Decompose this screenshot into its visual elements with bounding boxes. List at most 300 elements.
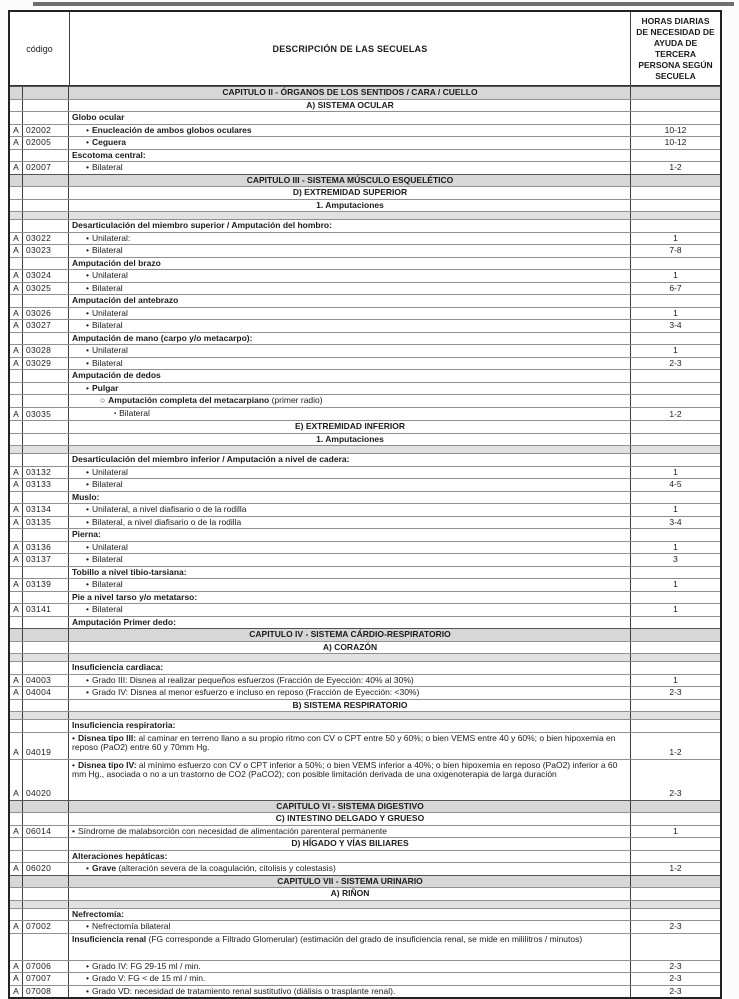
code-number-cell: [23, 813, 69, 825]
description-cell: [69, 492, 631, 504]
code-number-cell: 07007: [23, 973, 69, 985]
description-cell: [69, 150, 631, 162]
description-text: • Unilateral: [86, 541, 128, 552]
code-number-cell: 03141: [23, 604, 69, 616]
code-number-cell: [23, 700, 69, 712]
hours-cell: 2-3: [669, 960, 682, 971]
code-number-cell: 02007: [23, 162, 69, 174]
hours-cell: [631, 187, 720, 199]
table-body: [10, 86, 720, 997]
table-header-row: [10, 12, 720, 86]
data-row: [10, 111, 720, 124]
data-row: [10, 307, 720, 320]
description-text: • Bilateral: [86, 604, 123, 614]
code-letter-cell: [10, 150, 23, 162]
data-row: [10, 825, 720, 838]
code-number-cell: [23, 712, 69, 719]
description-text: Insuficiencia respiratoria:: [72, 720, 176, 730]
description-cell: A) RIÑON: [69, 888, 631, 900]
chapter-row: [10, 628, 720, 641]
section-row: [10, 837, 720, 850]
bullet-dot-icon: •: [86, 479, 89, 489]
data-row: [10, 161, 720, 174]
code-number-cell: [23, 112, 69, 124]
code-number-cell: 03023: [23, 245, 69, 257]
code-letter-cell: [10, 700, 23, 712]
bullet-dot-icon: •: [86, 232, 89, 243]
bullet-dot-icon: •: [86, 282, 89, 293]
spacer-row: [10, 711, 720, 719]
bullet-dot-icon: •: [86, 137, 89, 147]
code-letter-cell: [10, 712, 23, 719]
code-letter-cell: [10, 454, 23, 466]
code-letter-cell: [10, 187, 23, 199]
hours-cell: 10-12: [664, 137, 687, 147]
code-letter-cell: A: [10, 687, 23, 699]
code-letter-cell: A: [10, 233, 23, 245]
hours-cell: [631, 642, 720, 654]
bullet-dot-icon: •: [72, 825, 75, 836]
hours-cell: [631, 876, 720, 888]
code-letter-cell: [10, 333, 23, 345]
description-text: Pie a nivel tarso y/o metatarso:: [72, 591, 198, 602]
description-text: ▪ Bilateral: [114, 407, 150, 418]
bullet-dot-icon: •: [86, 357, 89, 368]
description-text: Desarticulación del miembro inferior / Amputación a nivel de cadera:: [72, 454, 350, 464]
data-row: [10, 269, 720, 282]
code-number-cell: 03134: [23, 504, 69, 516]
code-letter-cell: A: [10, 283, 23, 295]
description-cell: [69, 760, 631, 800]
data-row: [10, 407, 720, 421]
hours-cell: [631, 492, 720, 504]
description-cell: [69, 467, 631, 479]
code-number-cell: [23, 187, 69, 199]
section-row: [10, 99, 720, 112]
hours-cell: [631, 200, 720, 212]
data-row: [10, 759, 720, 800]
description-cell: [69, 137, 631, 149]
description-cell: [69, 901, 631, 908]
description-cell: [69, 733, 631, 759]
description-cell: [69, 504, 631, 516]
code-letter-cell: A: [10, 554, 23, 566]
data-row: [10, 294, 720, 307]
description-text: Insuficiencia cardiaca:: [72, 662, 164, 672]
code-number-cell: [23, 100, 69, 112]
description-cell: [69, 654, 631, 661]
description-cell: [69, 712, 631, 719]
data-row: [10, 528, 720, 541]
code-letter-cell: A: [10, 517, 23, 529]
code-letter-cell: [10, 901, 23, 908]
code-number-cell: [23, 87, 69, 99]
section-row: [10, 420, 720, 433]
description-text: • Bilateral: [86, 479, 123, 489]
description-cell: [69, 675, 631, 687]
data-row: [10, 985, 720, 998]
data-row: [10, 591, 720, 604]
bullet-dot-icon: •: [86, 382, 89, 393]
code-number-cell: [23, 838, 69, 850]
code-number-cell: [23, 901, 69, 908]
code-number-cell: 03136: [23, 542, 69, 554]
data-row: [10, 466, 720, 479]
code-number-cell: [23, 654, 69, 661]
hours-cell: [631, 370, 720, 382]
code-letter-cell: A: [10, 579, 23, 591]
bullet-circle-icon: ○: [100, 395, 106, 405]
bullet-dot-icon: •: [86, 320, 89, 330]
hours-cell: [631, 700, 720, 712]
description-cell: [69, 245, 631, 257]
code-number-cell: [23, 175, 69, 187]
description-cell: [69, 567, 631, 579]
code-letter-cell: A: [10, 504, 23, 516]
description-text: Tobillo a nivel tibio-tarsiana:: [72, 566, 187, 577]
description-cell: [69, 592, 631, 604]
code-column-header: código: [10, 12, 70, 85]
description-text: Desarticulación del miembro superior / Amputación del hombro:: [72, 220, 332, 230]
bullet-dot-icon: •: [86, 604, 89, 614]
description-cell: [69, 529, 631, 541]
code-number-cell: 03139: [23, 579, 69, 591]
code-letter-cell: [10, 220, 23, 232]
bullet-dot-icon: •: [86, 504, 89, 514]
code-letter-cell: A: [10, 973, 23, 985]
hours-cell: 2-3: [669, 921, 682, 931]
hours-cell: 3-4: [669, 516, 682, 527]
code-letter-cell: [10, 258, 23, 270]
description-text: • Bilateral: [86, 245, 123, 255]
description-cell: [69, 233, 631, 245]
description-text: • Grave (alteración severa de la coagulación, citolisis y colestasis): [86, 863, 336, 873]
description-cell: [69, 333, 631, 345]
description-cell: [69, 295, 631, 307]
code-number-cell: 07002: [23, 921, 69, 933]
hours-cell: 1: [673, 466, 678, 477]
hours-cell: [631, 662, 720, 674]
hours-cell: [631, 801, 720, 813]
data-row: [10, 232, 720, 245]
code-number-cell: [23, 421, 69, 433]
bullet-square-icon: ▪: [114, 410, 117, 417]
bullet-dot-icon: •: [86, 863, 89, 873]
code-letter-cell: [10, 654, 23, 661]
description-cell: 1. Amputaciones: [69, 200, 631, 212]
description-cell: [69, 345, 631, 357]
code-letter-cell: [10, 100, 23, 112]
code-letter-cell: A: [10, 863, 23, 875]
data-row: [10, 686, 720, 699]
hours-cell: 3: [673, 554, 678, 564]
data-row: [10, 453, 720, 466]
bullet-dot-icon: •: [86, 124, 89, 135]
data-row: [10, 244, 720, 257]
code-number-cell: 03137: [23, 554, 69, 566]
data-row: [10, 149, 720, 162]
description-cell: [69, 961, 631, 973]
data-row: [10, 124, 720, 137]
bullet-dot-icon: •: [86, 270, 89, 280]
hours-cell: 2-3: [669, 687, 682, 697]
data-row: [10, 344, 720, 357]
code-number-cell: [23, 934, 69, 960]
code-number-cell: [23, 150, 69, 162]
description-cell: [69, 212, 631, 219]
description-cell: CAPITULO II - ÓRGANOS DE LOS SENTIDOS / CARA / CUELLO: [69, 87, 631, 99]
spacer-row: [10, 211, 720, 219]
page-top-scan-line: [33, 2, 734, 6]
hours-cell: 1: [673, 541, 678, 552]
secuelas-table: [8, 10, 722, 999]
code-number-cell: [23, 642, 69, 654]
description-cell: [69, 826, 631, 838]
code-letter-cell: A: [10, 479, 23, 491]
data-row: [10, 394, 720, 407]
code-number-cell: [23, 395, 69, 407]
hours-cell: [631, 629, 720, 641]
code-letter-cell: [10, 529, 23, 541]
code-number-cell: 04020: [23, 760, 69, 800]
code-letter-cell: [10, 200, 23, 212]
hours-cell: 7-8: [669, 245, 682, 255]
hours-cell: [631, 434, 720, 446]
description-text: Globo ocular: [72, 112, 125, 122]
description-cell: [69, 283, 631, 295]
hours-cell: [631, 175, 720, 187]
description-cell: [69, 408, 631, 421]
data-row: [10, 908, 720, 921]
data-row: [10, 319, 720, 332]
data-row: [10, 136, 720, 149]
hours-cell: [631, 851, 720, 863]
description-cell: [69, 454, 631, 466]
description-text: Amputación del brazo: [72, 257, 161, 268]
code-number-cell: [23, 617, 69, 629]
hours-cell: 1-2: [669, 747, 682, 757]
description-cell: [69, 662, 631, 674]
description-text: Amputación de dedos: [72, 370, 161, 380]
description-cell: [69, 554, 631, 566]
hours-cell: [631, 888, 720, 900]
data-row: [10, 972, 720, 985]
code-letter-cell: [10, 446, 23, 453]
code-number-cell: [23, 454, 69, 466]
description-cell: CAPITULO VI - SISTEMA DIGESTIVO: [69, 801, 631, 813]
hours-cell: 1: [673, 604, 678, 614]
data-row: [10, 282, 720, 295]
description-cell: [69, 358, 631, 370]
hours-cell: 1: [673, 345, 678, 355]
data-row: [10, 674, 720, 687]
code-letter-cell: A: [10, 733, 23, 759]
code-letter-cell: [10, 838, 23, 850]
code-letter-cell: A: [10, 760, 23, 800]
description-cell: [69, 112, 631, 124]
hours-cell: 1-2: [669, 162, 682, 172]
code-number-cell: 03132: [23, 467, 69, 479]
description-cell: [69, 446, 631, 453]
data-row: [10, 478, 720, 491]
hours-cell: [631, 395, 720, 407]
description-text: • Unilateral: [86, 466, 128, 477]
data-row: [10, 503, 720, 516]
description-cell: [69, 909, 631, 921]
description-cell: [69, 162, 631, 174]
description-cell: D) HÍGADO Y VÍAS BILIARES: [69, 838, 631, 850]
description-cell: [69, 604, 631, 616]
hours-cell: [631, 446, 720, 453]
description-text: Amputación de mano (carpo y/o metacarpo):: [72, 332, 253, 343]
description-cell: B) SISTEMA RESPIRATORIO: [69, 700, 631, 712]
description-cell: A) CORAZÓN: [69, 642, 631, 654]
hours-cell: 3-4: [669, 320, 682, 330]
code-number-cell: [23, 629, 69, 641]
section-row: [10, 699, 720, 712]
description-cell: [69, 370, 631, 382]
code-number-cell: [23, 567, 69, 579]
code-letter-cell: [10, 295, 23, 307]
hours-cell: [631, 150, 720, 162]
code-letter-cell: [10, 421, 23, 433]
code-number-cell: 03025: [23, 283, 69, 295]
description-cell: A) SISTEMA OCULAR: [69, 100, 631, 112]
hours-cell: [631, 813, 720, 825]
description-cell: [69, 720, 631, 732]
code-letter-cell: A: [10, 542, 23, 554]
section-row: [10, 887, 720, 900]
description-text: • Unilateral: [86, 270, 128, 280]
hours-cell: [631, 100, 720, 112]
description-cell: CAPITULO VII - SISTEMA URINARIO: [69, 876, 631, 888]
hours-cell: 2-3: [669, 357, 682, 368]
code-letter-cell: [10, 395, 23, 407]
description-cell: E) EXTREMIDAD INFERIOR: [69, 421, 631, 433]
hours-cell: [631, 220, 720, 232]
code-number-cell: 03027: [23, 320, 69, 332]
code-letter-cell: [10, 720, 23, 732]
code-number-cell: [23, 333, 69, 345]
hours-cell: 1-2: [669, 408, 682, 419]
description-text: • Unilateral:: [86, 232, 131, 243]
code-letter-cell: [10, 370, 23, 382]
code-letter-cell: A: [10, 408, 23, 421]
description-text: • Unilateral: [86, 307, 128, 318]
code-letter-cell: A: [10, 358, 23, 370]
code-number-cell: [23, 200, 69, 212]
data-row: [10, 862, 720, 875]
description-cell: [69, 308, 631, 320]
data-row: [10, 616, 720, 629]
code-letter-cell: A: [10, 270, 23, 282]
description-cell: [69, 934, 631, 960]
code-number-cell: [23, 851, 69, 863]
hours-cell: [631, 295, 720, 307]
code-letter-cell: [10, 642, 23, 654]
description-cell: [69, 270, 631, 282]
description-text: • Unilateral: [86, 345, 128, 355]
hours-cell: [631, 592, 720, 604]
bullet-dot-icon: •: [86, 245, 89, 255]
data-row: [10, 516, 720, 529]
hours-cell: [631, 712, 720, 719]
data-row: [10, 661, 720, 674]
code-letter-cell: A: [10, 125, 23, 137]
code-letter-cell: [10, 813, 23, 825]
description-text: • Unilateral, a nivel diafisario o de la rodilla: [86, 504, 247, 514]
code-number-cell: 04019: [23, 733, 69, 759]
hours-cell: [631, 87, 720, 99]
data-row: [10, 541, 720, 554]
code-letter-cell: [10, 567, 23, 579]
code-number-cell: 07008: [23, 986, 69, 998]
code-letter-cell: [10, 87, 23, 99]
code-number-cell: [23, 876, 69, 888]
description-text: Amputación Primer dedo:: [72, 616, 176, 627]
description-text: • Bilateral: [86, 357, 123, 368]
bullet-dot-icon: •: [86, 345, 89, 355]
bullet-dot-icon: •: [86, 921, 89, 931]
code-number-cell: 03026: [23, 308, 69, 320]
data-row: [10, 920, 720, 933]
hours-cell: 1: [673, 504, 678, 514]
hours-cell: [631, 421, 720, 433]
description-text: • Bilateral: [86, 579, 123, 589]
code-number-cell: [23, 258, 69, 270]
description-cell: [69, 395, 631, 407]
hours-cell: 6-7: [669, 282, 682, 293]
description-cell: [69, 258, 631, 270]
code-number-cell: [23, 220, 69, 232]
code-number-cell: [23, 909, 69, 921]
code-number-cell: 06020: [23, 863, 69, 875]
data-row: [10, 719, 720, 732]
description-cell: [69, 986, 631, 998]
bullet-dot-icon: •: [86, 466, 89, 477]
description-text: • Ceguera: [86, 137, 126, 147]
description-text: Muslo:: [72, 491, 100, 502]
code-number-cell: [23, 446, 69, 453]
hours-cell: 2-3: [669, 985, 682, 996]
description-text: • Grado IV: Disnea al menor esfuerzo e incluso en reposo (Fracción de Eyección: <30%): [86, 687, 420, 697]
description-column-header: DESCRIPCIÓN DE LAS SECUELAS: [70, 12, 631, 85]
section-row: [10, 641, 720, 654]
bullet-dot-icon: •: [86, 960, 89, 971]
data-row: [10, 850, 720, 863]
code-letter-cell: [10, 909, 23, 921]
code-letter-cell: [10, 212, 23, 219]
code-letter-cell: [10, 112, 23, 124]
code-number-cell: [23, 801, 69, 813]
hours-cell: [631, 567, 720, 579]
code-letter-cell: A: [10, 320, 23, 332]
code-letter-cell: [10, 888, 23, 900]
description-cell: [69, 220, 631, 232]
code-number-cell: 03022: [23, 233, 69, 245]
description-cell: [69, 383, 631, 395]
code-number-cell: 03133: [23, 479, 69, 491]
description-cell: [69, 617, 631, 629]
code-letter-cell: [10, 434, 23, 446]
code-letter-cell: [10, 662, 23, 674]
description-cell: [69, 851, 631, 863]
code-letter-cell: A: [10, 308, 23, 320]
code-number-cell: 02002: [23, 125, 69, 137]
description-cell: [69, 125, 631, 137]
data-row: [10, 603, 720, 616]
code-letter-cell: A: [10, 245, 23, 257]
